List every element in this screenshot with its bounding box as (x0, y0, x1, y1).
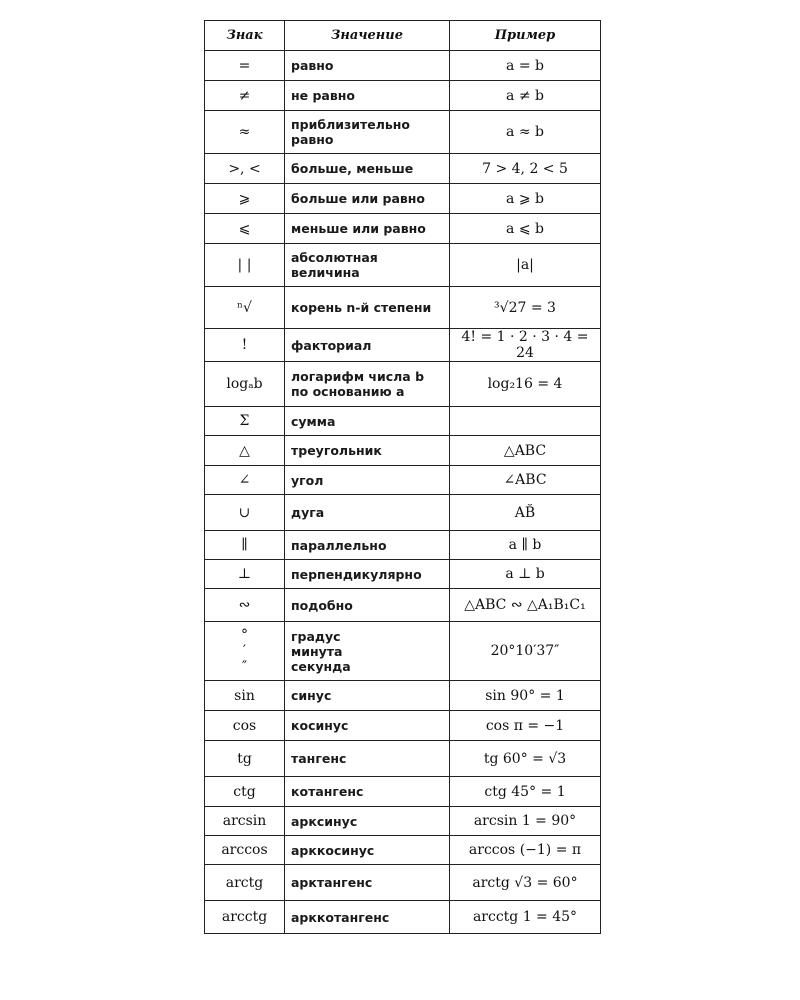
meaning-cell: арккотангенс (285, 901, 450, 934)
sign-cell: ∾ (205, 589, 285, 622)
sign-cell: sin (205, 681, 285, 711)
example-cell: sin 90° = 1 (450, 681, 601, 711)
sign-cell: ∥ (205, 531, 285, 560)
table-row (205, 154, 601, 184)
example-cell: a ∥ b (450, 531, 601, 560)
meaning-cell: факториал (285, 329, 450, 362)
header-meaning: Значение (285, 21, 450, 51)
example-cell (450, 407, 601, 436)
meaning-cell: меньше или равно (285, 214, 450, 244)
table-row (205, 836, 601, 865)
sign-cell: arcctg (205, 901, 285, 934)
example-cell: arcctg 1 = 45° (450, 901, 601, 934)
table-row (205, 777, 601, 807)
table-row (205, 622, 601, 681)
table-body (205, 51, 601, 934)
table-row (205, 184, 601, 214)
sign-cell: cos (205, 711, 285, 741)
example-cell: ³√27 = 3 (450, 287, 601, 329)
sign-cell: ⁿ√ (205, 287, 285, 329)
example-cell: a ⩾ b (450, 184, 601, 214)
meaning-cell: сумма (285, 407, 450, 436)
table-row (205, 329, 601, 362)
sign-cell: >, < (205, 154, 285, 184)
example-cell: a ≈ b (450, 111, 601, 154)
sign-cell: arctg (205, 865, 285, 901)
sign-cell: △ (205, 436, 285, 466)
example-cell: AB̆ (450, 495, 601, 531)
example-cell: a ⊥ b (450, 560, 601, 589)
table-row (205, 436, 601, 466)
table-row (205, 466, 601, 495)
sign-cell: ⩽ (205, 214, 285, 244)
table-row (205, 589, 601, 622)
header-sign: Знак (205, 21, 285, 51)
sign-cell: Σ (205, 407, 285, 436)
table-row (205, 51, 601, 81)
meaning-cell: логарифм числа b по основанию a (285, 362, 450, 407)
example-cell: ∠ABC (450, 466, 601, 495)
sign-cell: arccos (205, 836, 285, 865)
meaning-cell: угол (285, 466, 450, 495)
meaning-cell: больше или равно (285, 184, 450, 214)
example-cell: cos π = −1 (450, 711, 601, 741)
table-row (205, 560, 601, 589)
sign-cell: ≈ (205, 111, 285, 154)
meaning-cell: корень n-й степени (285, 287, 450, 329)
table-row (205, 865, 601, 901)
math-symbols-table (204, 20, 601, 934)
meaning-cell: косинус (285, 711, 450, 741)
table-row (205, 711, 601, 741)
table-row (205, 244, 601, 287)
example-cell: ctg 45° = 1 (450, 777, 601, 807)
example-cell: a ≠ b (450, 81, 601, 111)
meaning-cell: перпендикулярно (285, 560, 450, 589)
example-cell: arctg √3 = 60° (450, 865, 601, 901)
sign-cell: ⊥ (205, 560, 285, 589)
sign-cell: tg (205, 741, 285, 777)
table-row (205, 741, 601, 777)
meaning-cell: градус минута секунда (285, 622, 450, 681)
example-cell: tg 60° = √3 (450, 741, 601, 777)
meaning-cell: абсолютная величина (285, 244, 450, 287)
sign-cell: ∠ (205, 466, 285, 495)
table-row (205, 531, 601, 560)
sign-cell: arcsin (205, 807, 285, 836)
meaning-cell: треугольник (285, 436, 450, 466)
meaning-cell: синус (285, 681, 450, 711)
sign-cell: logₐb (205, 362, 285, 407)
table-row (205, 214, 601, 244)
table-row (205, 681, 601, 711)
table-row (205, 407, 601, 436)
sign-cell: ∪ (205, 495, 285, 531)
example-cell: 4! = 1 · 2 · 3 · 4 = 24 (450, 329, 601, 362)
sign-cell: ctg (205, 777, 285, 807)
example-cell: a ⩽ b (450, 214, 601, 244)
sign-cell: ! (205, 329, 285, 362)
meaning-cell: арккосинус (285, 836, 450, 865)
sign-cell: = (205, 51, 285, 81)
header-example: Пример (450, 21, 601, 51)
table-row (205, 901, 601, 934)
table-header-row (205, 21, 601, 51)
example-cell: 7 > 4, 2 < 5 (450, 154, 601, 184)
example-cell: log₂16 = 4 (450, 362, 601, 407)
sign-cell: ⩾ (205, 184, 285, 214)
meaning-cell: тангенс (285, 741, 450, 777)
table-row (205, 111, 601, 154)
meaning-cell: подобно (285, 589, 450, 622)
example-cell: arccos (−1) = π (450, 836, 601, 865)
table-row (205, 81, 601, 111)
meaning-cell: не равно (285, 81, 450, 111)
meaning-cell: равно (285, 51, 450, 81)
meaning-cell: арктангенс (285, 865, 450, 901)
sign-cell: ° ′ ″ (205, 622, 285, 681)
meaning-cell: параллельно (285, 531, 450, 560)
sign-cell: ≠ (205, 81, 285, 111)
example-cell: △ABC (450, 436, 601, 466)
meaning-cell: приблизительно равно (285, 111, 450, 154)
example-cell: △ABC ∾ △A₁B₁C₁ (450, 589, 601, 622)
meaning-cell: больше, меньше (285, 154, 450, 184)
example-cell: |a| (450, 244, 601, 287)
table-row (205, 807, 601, 836)
symbols-table-sheet (204, 20, 600, 934)
example-cell: a = b (450, 51, 601, 81)
table-row (205, 495, 601, 531)
example-cell: arcsin 1 = 90° (450, 807, 601, 836)
table-row (205, 362, 601, 407)
meaning-cell: арксинус (285, 807, 450, 836)
meaning-cell: котангенс (285, 777, 450, 807)
meaning-cell: дуга (285, 495, 450, 531)
sign-cell: | | (205, 244, 285, 287)
table-row (205, 287, 601, 329)
example-cell: 20°10′37″ (450, 622, 601, 681)
